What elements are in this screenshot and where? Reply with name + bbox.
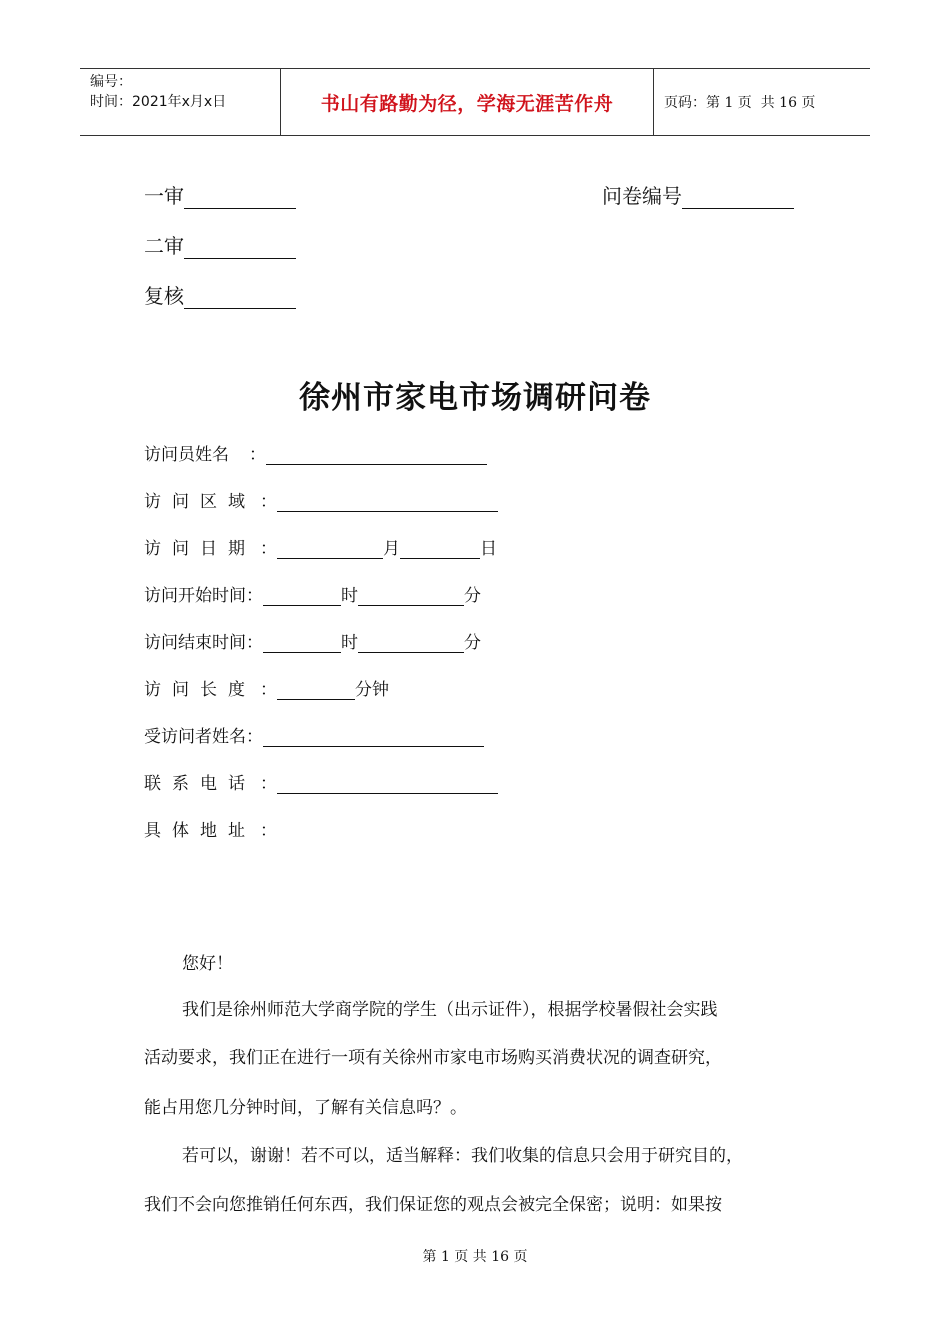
end-time-field — [144, 629, 481, 653]
page-header — [80, 68, 870, 136]
start-minute-label: 分 — [464, 586, 481, 606]
end-time-label: 访问结束时间： — [144, 633, 263, 653]
phone-colon: ： — [260, 774, 277, 794]
header-motto: 书山有路勤为径，学海无涯苦作舟 — [320, 92, 614, 115]
interviewer-name-field — [144, 441, 487, 465]
date-label: 访问日期 — [144, 539, 256, 559]
number-label: 编号： — [90, 74, 132, 90]
day-label: 日 — [480, 539, 497, 559]
questionnaire-no-blank[interactable] — [682, 189, 794, 209]
month-label: 月 — [383, 539, 400, 559]
interviewee-name-label: 受访问者姓名： — [144, 727, 263, 747]
second-review-blank[interactable] — [184, 239, 296, 259]
intro-line-2: 活动要求，我们正在进行一项有关徐州市家电市场购买消费状况的调查研究， — [144, 1048, 722, 1068]
month-blank[interactable] — [277, 541, 383, 559]
address-label: 具体地址 — [144, 821, 256, 841]
interviewer-name-colon: ： — [249, 445, 266, 465]
first-review-blank[interactable] — [184, 189, 296, 209]
end-hour-label: 时 — [341, 633, 358, 653]
area-blank[interactable] — [277, 494, 498, 512]
end-minute-label: 分 — [464, 633, 481, 653]
area-label: 访问区域 — [144, 492, 256, 512]
header-motto-cell — [281, 69, 654, 135]
date-colon: ： — [260, 539, 277, 559]
time-label: 时间：2021年x月x日 — [90, 94, 227, 110]
page-footer: 第 1 页 共 16 页 — [422, 1249, 528, 1265]
address-field — [144, 817, 277, 841]
first-review-label: 一审 — [144, 184, 184, 208]
duration-colon: ： — [260, 680, 277, 700]
start-hour-blank[interactable] — [263, 588, 341, 606]
interviewer-name-blank[interactable] — [266, 447, 487, 465]
phone-label: 联系电话 — [144, 774, 256, 794]
intro-line-3: 能占用您几分钟时间，了解有关信息吗？。 — [144, 1098, 467, 1118]
duration-label: 访问长度 — [144, 680, 256, 700]
explain-line-2: 我们不会向您推销任何东西，我们保证您的观点会被完全保密；说明：如果按 — [144, 1195, 722, 1215]
start-minute-blank[interactable] — [358, 588, 464, 606]
intro-line-1: 我们是徐州师范大学商学院的学生（出示证件），根据学校暑假社会实践 — [182, 1000, 718, 1020]
minutes-unit-label: 分钟 — [355, 680, 389, 700]
second-review-row — [144, 230, 296, 259]
phone-blank[interactable] — [277, 776, 498, 794]
recheck-blank[interactable] — [184, 289, 296, 309]
recheck-label: 复核 — [144, 284, 184, 308]
greeting: 您好！ — [182, 954, 233, 974]
date-field — [144, 535, 497, 559]
interviewee-name-blank[interactable] — [263, 729, 484, 747]
first-review-row — [144, 180, 296, 209]
recheck-row — [144, 280, 296, 309]
start-time-field — [144, 582, 481, 606]
questionnaire-no-label: 问卷编号 — [602, 184, 682, 208]
second-review-label: 二审 — [144, 234, 184, 258]
questionnaire-no-row — [602, 180, 794, 209]
start-time-label: 访问开始时间： — [144, 586, 263, 606]
document-title: 徐州市家电市场调研问卷 — [299, 380, 651, 416]
duration-field — [144, 676, 389, 700]
interviewee-name-field — [144, 723, 484, 747]
header-page-cell — [654, 69, 870, 135]
address-colon: ： — [260, 821, 277, 841]
area-colon: ： — [260, 492, 277, 512]
phone-field — [144, 770, 498, 794]
header-page-info: 页码：第 1 页 共 16 页 — [664, 95, 816, 111]
interviewer-name-label: 访问员姓名 — [144, 445, 229, 465]
duration-blank[interactable] — [277, 682, 355, 700]
header-meta — [80, 69, 281, 135]
end-minute-blank[interactable] — [358, 635, 464, 653]
end-hour-blank[interactable] — [263, 635, 341, 653]
area-field — [144, 488, 498, 512]
explain-line-1: 若可以，谢谢！若不可以，适当解释：我们收集的信息只会用于研究目的， — [182, 1146, 743, 1166]
day-blank[interactable] — [400, 541, 480, 559]
start-hour-label: 时 — [341, 586, 358, 606]
